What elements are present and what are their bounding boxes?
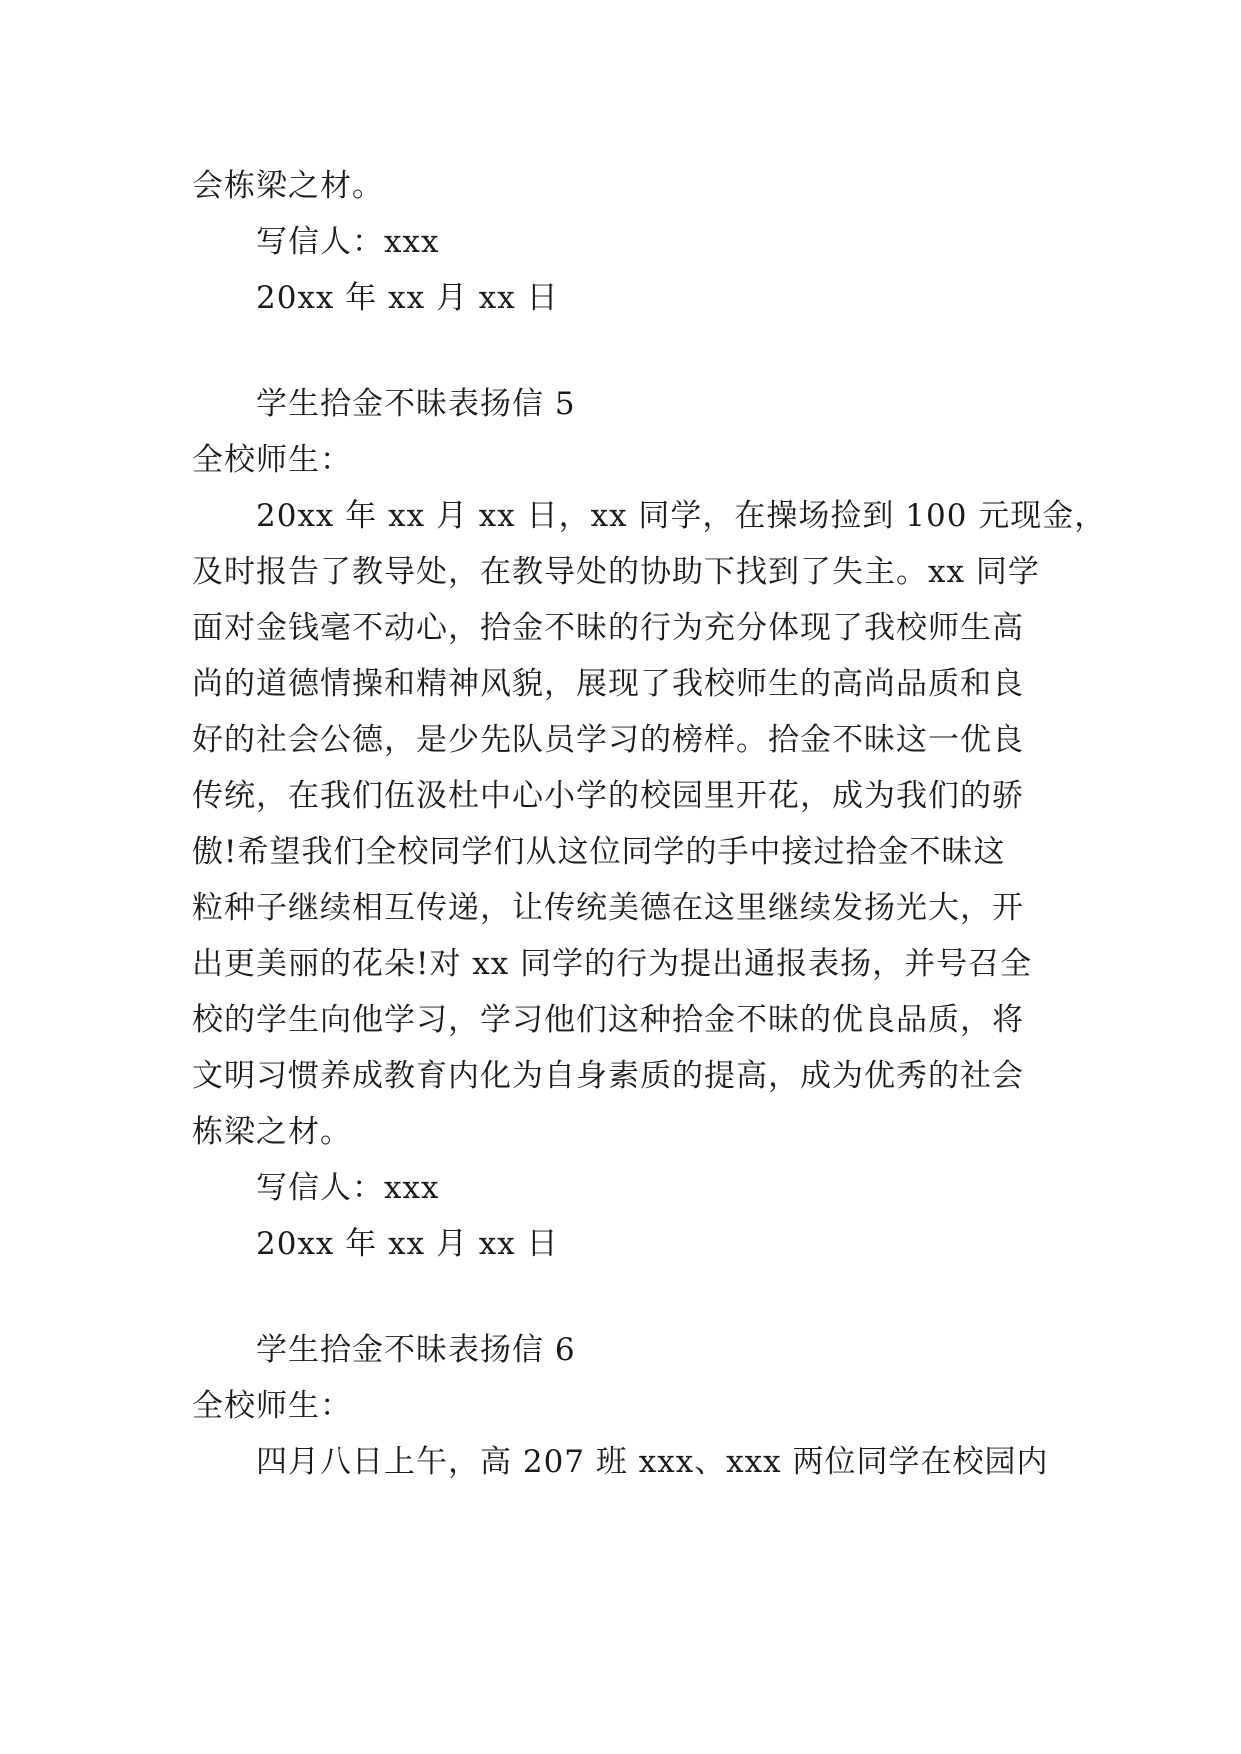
letter5-body-line: 栋梁之材。: [192, 1114, 352, 1150]
letter5-body-line: 面对金钱毫不动心，拾金不昧的行为充分体现了我校师生高: [192, 610, 1024, 646]
letter5-title: 学生拾金不昧表扬信 5: [256, 386, 576, 422]
letter5-body-line: 好的社会公德，是少先队员学习的榜样。拾金不昧这一优良: [192, 722, 1024, 758]
letter6-body-line: 四月八日上午，高 207 班 xxx、xxx 两位同学在校园内: [256, 1444, 1049, 1480]
letter5-body-line: 粒种子继续相互传递，让传统美德在这里继续发扬光大，开: [192, 890, 1024, 926]
prev-letter-tail: 会栋梁之材。: [192, 168, 384, 204]
letter5-body-line: 及时报告了教导处，在教导处的协助下找到了失主。xx 同学: [192, 554, 1040, 590]
letter5-body-line: 校的学生向他学习，学习他们这种拾金不昧的优良品质，将: [192, 1002, 1024, 1038]
letter6-title: 学生拾金不昧表扬信 6: [256, 1332, 576, 1368]
prev-letter-date: 20xx 年 xx 月 xx 日: [256, 280, 559, 316]
letter5-date: 20xx 年 xx 月 xx 日: [256, 1226, 559, 1262]
letter5-body-line: 文明习惯养成教育内化为自身素质的提高，成为优秀的社会: [192, 1058, 1024, 1094]
letter5-signer: 写信人：xxx: [256, 1170, 440, 1206]
letter5-body-line: 尚的道德情操和精神风貌，展现了我校师生的高尚品质和良: [192, 666, 1024, 702]
letter5-body-line: 20xx 年 xx 月 xx 日，xx 同学，在操场捡到 100 元现金，: [256, 498, 1107, 534]
letter5-body-line: 傲!希望我们全校同学们从这位同学的手中接过拾金不昧这: [192, 834, 1006, 870]
letter5-body-line: 传统，在我们伍汲杜中心小学的校园里开花，成为我们的骄: [192, 778, 1024, 814]
letter5-body-line: 出更美丽的花朵!对 xx 同学的行为提出通报表扬，并号召全: [192, 946, 1033, 982]
letter6-salutation: 全校师生：: [192, 1388, 352, 1424]
prev-letter-signer: 写信人：xxx: [256, 224, 440, 260]
letter5-salutation: 全校师生：: [192, 442, 352, 478]
